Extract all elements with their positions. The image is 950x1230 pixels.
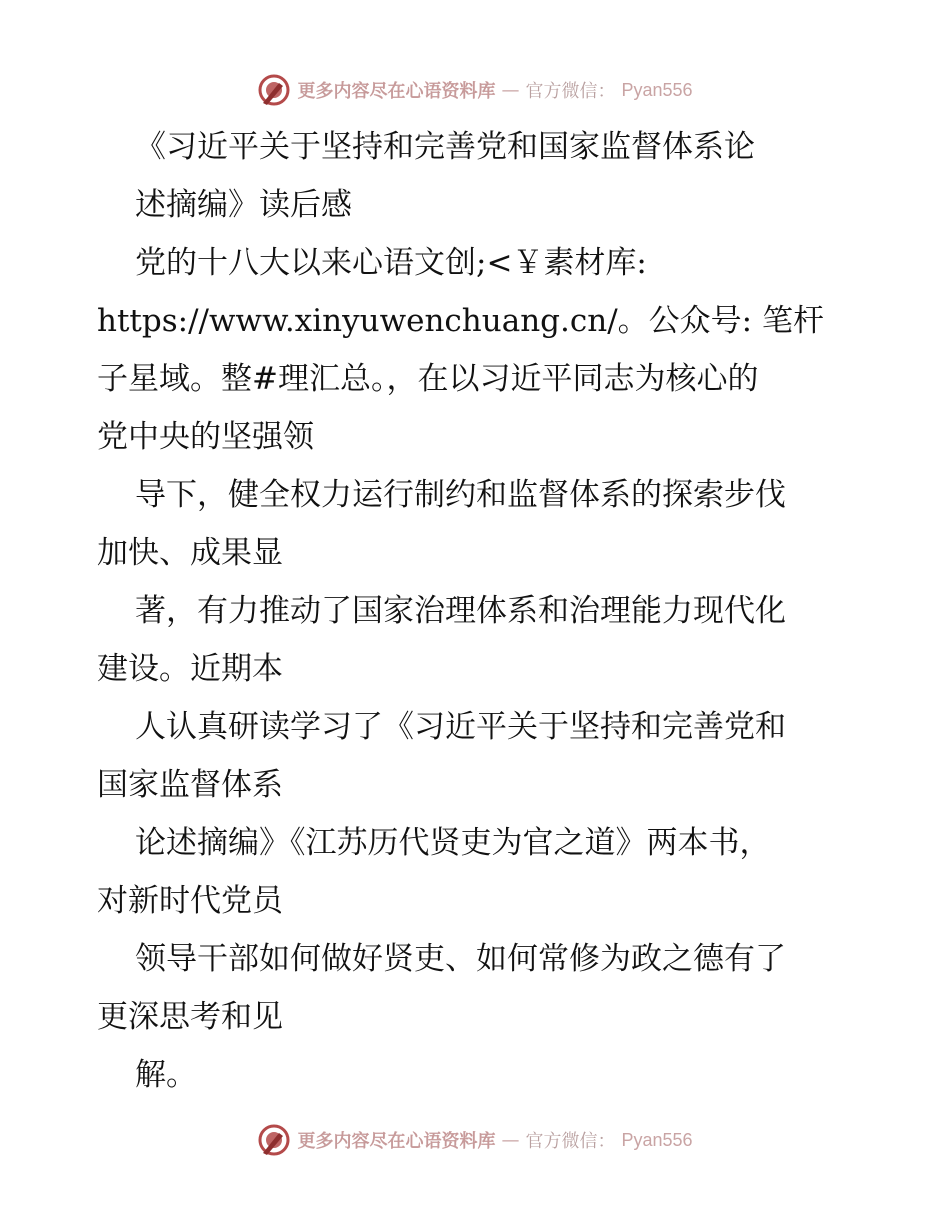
doc-line: 党的十八大以来心语文创;<￥素材库: — [135, 245, 647, 281]
doc-line: 对新时代党员 — [97, 883, 283, 919]
doc-line: 领导干部如何做好贤吏、如何常修为政之德有了 — [135, 941, 786, 977]
doc-line: 加快、成果显 — [97, 535, 283, 571]
doc-line: 党中央的坚强领 — [97, 419, 314, 455]
banner-wechat-id: Pyan556 — [621, 1129, 693, 1150]
banner-label: 官方微信： — [525, 1131, 616, 1152]
doc-line: 述摘编》读后感 — [135, 187, 352, 223]
doc-line: 导下，健全权力运行制约和监督体系的探索步伐 — [135, 477, 786, 513]
doc-line: 著，有力推动了国家治理体系和治理能力现代化 — [135, 593, 786, 629]
doc-line: 人认真研读学习了《习近平关于坚持和完善党和 — [135, 709, 786, 745]
doc-line: https://www.xinyuwenchuang.cn/。公众号: 笔杆 — [97, 303, 824, 339]
pen-circle-logo-icon — [257, 1123, 291, 1157]
banner-label: 官方微信： — [525, 81, 616, 102]
doc-line: 子星域。整#理汇总。，在以习近平同志为核心的 — [97, 361, 759, 397]
doc-line: 建设。近期本 — [97, 651, 283, 687]
banner-separator: — — [501, 79, 520, 101]
banner-text: 更多内容尽在心语资料库 — [297, 81, 496, 102]
doc-line: 更深思考和见 — [97, 999, 283, 1035]
banner-wechat-id: Pyan556 — [621, 79, 693, 100]
header-watermark-banner — [0, 70, 950, 110]
footer-watermark-banner — [0, 1120, 950, 1160]
banner-separator: — — [501, 1129, 520, 1151]
banner-text: 更多内容尽在心语资料库 — [297, 1131, 496, 1152]
pen-circle-logo-icon — [257, 73, 291, 107]
doc-line: 《习近平关于坚持和完善党和国家监督体系论 — [135, 129, 755, 165]
doc-line: 解。 — [135, 1057, 197, 1093]
document-body — [97, 118, 857, 1104]
doc-line: 论述摘编》《江苏历代贤吏为官之道》两本书， — [135, 825, 771, 861]
doc-line: 国家监督体系 — [97, 767, 283, 803]
